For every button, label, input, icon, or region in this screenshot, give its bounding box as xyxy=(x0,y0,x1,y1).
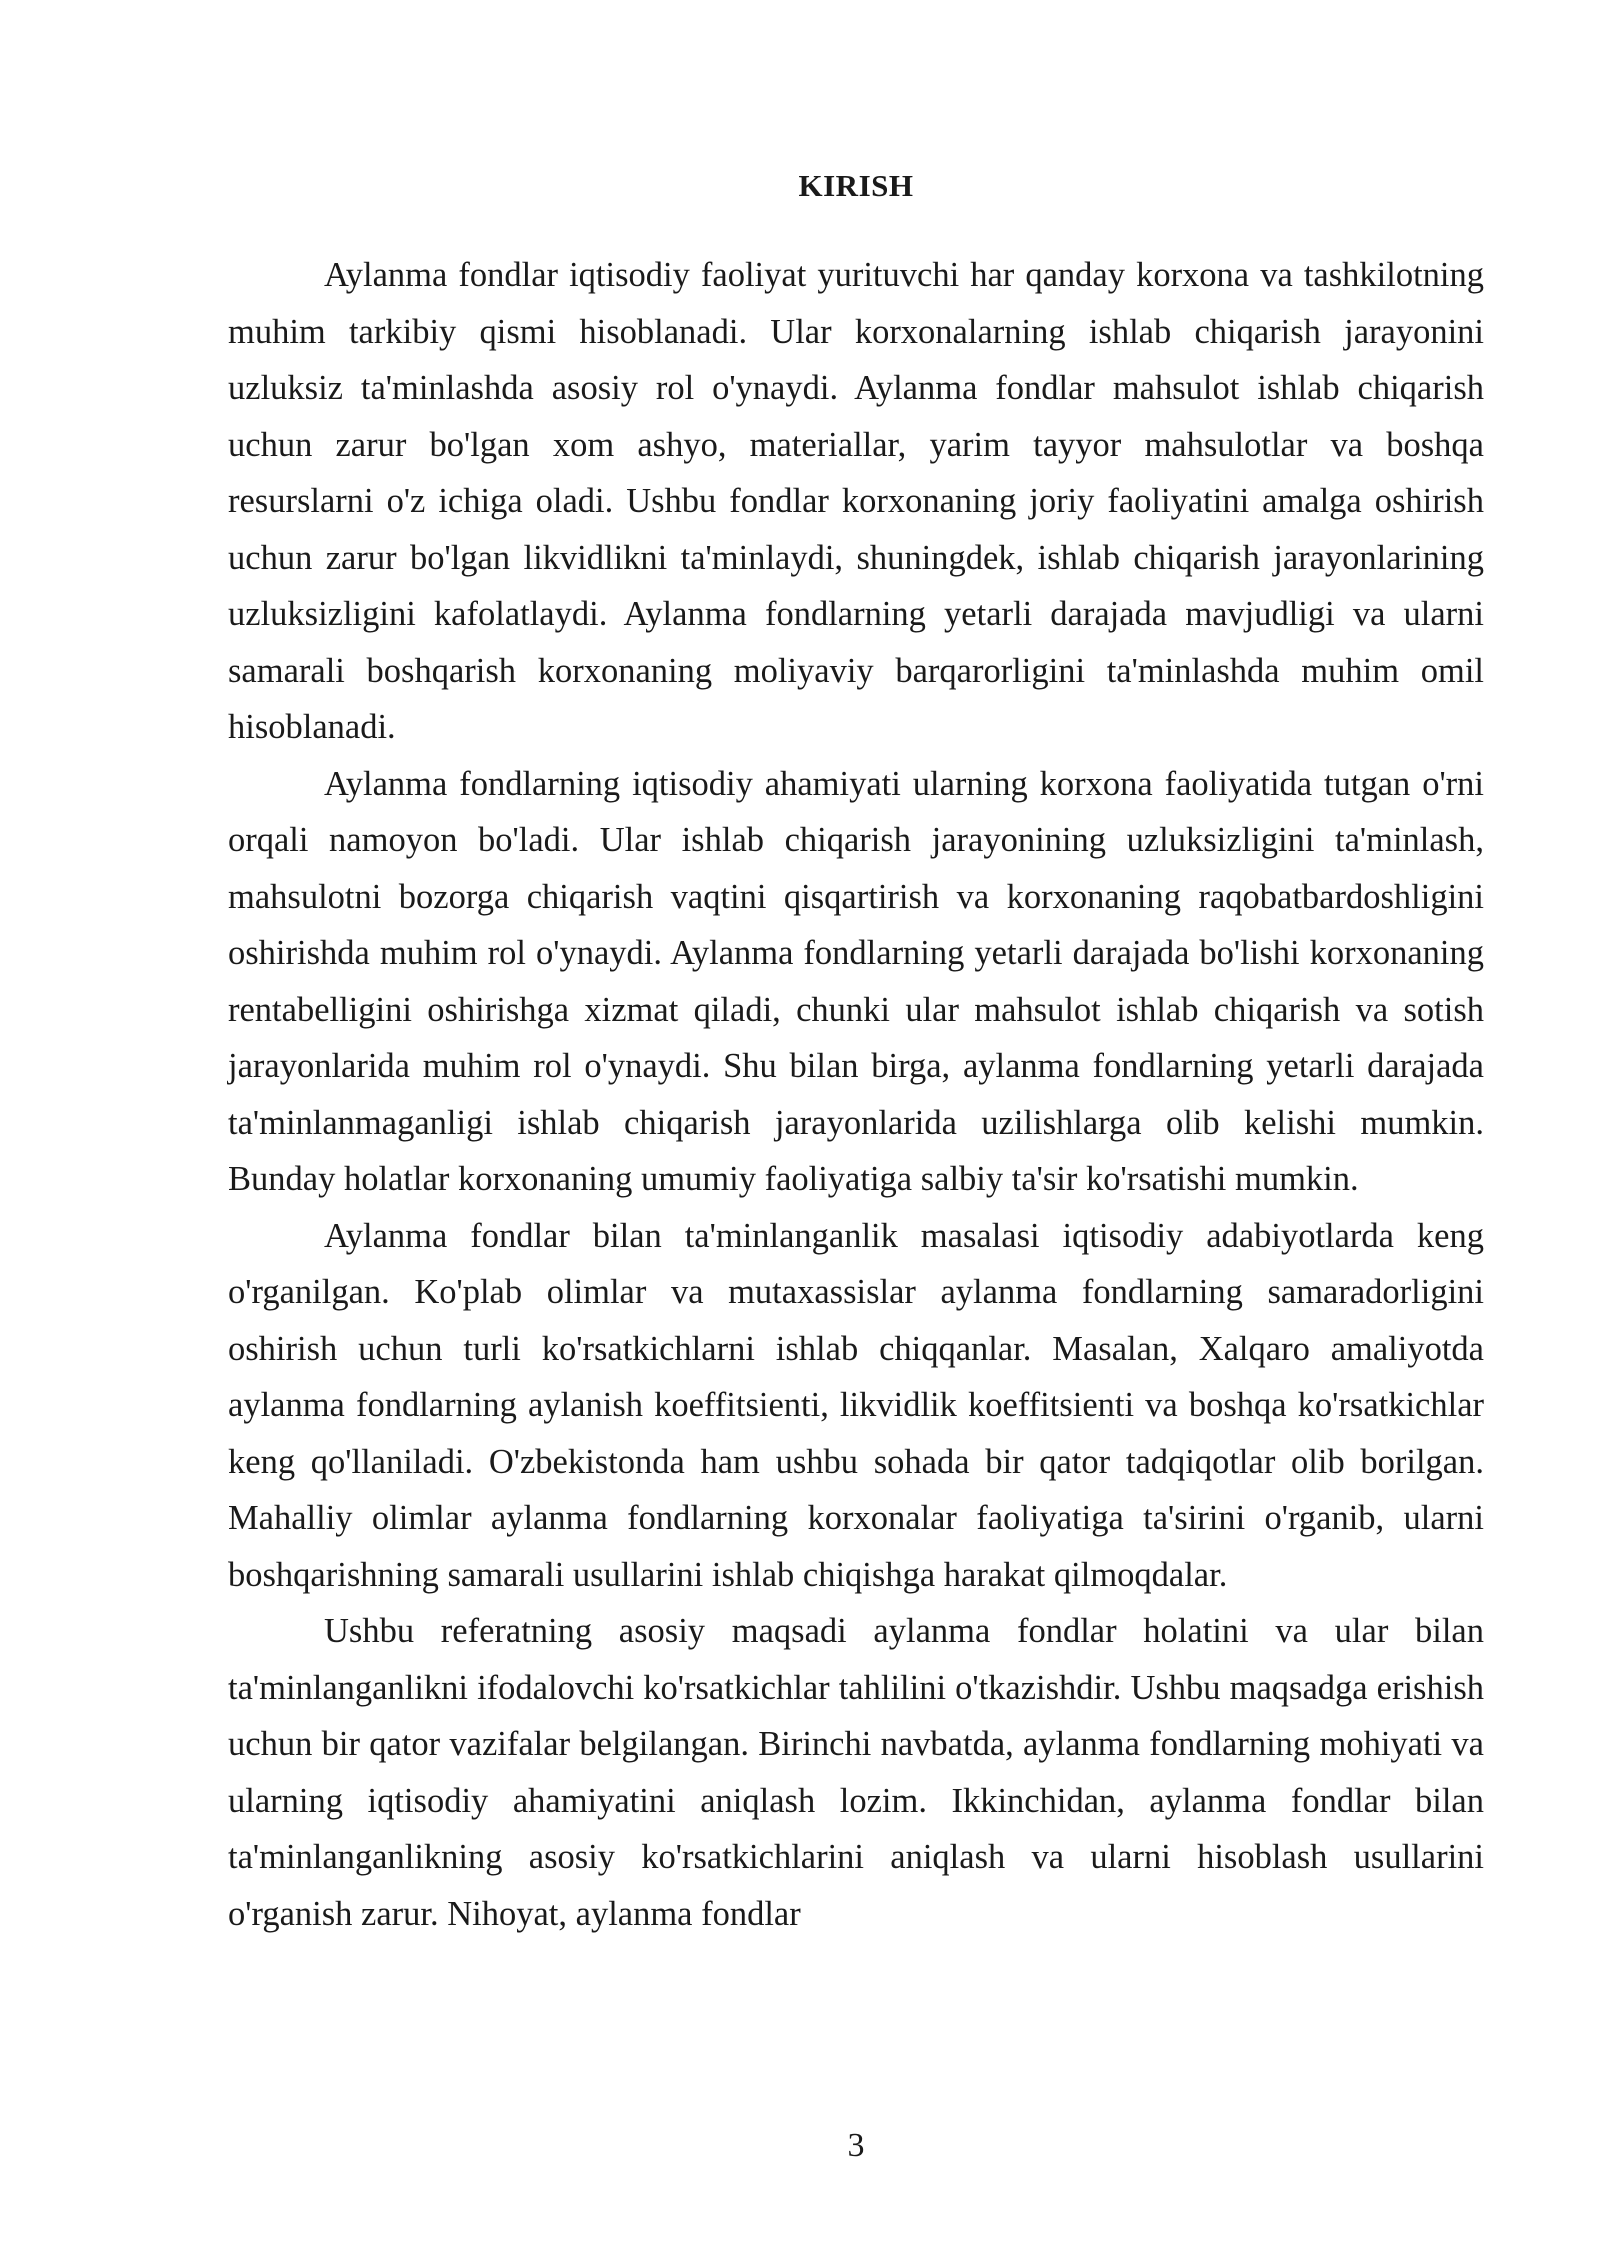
paragraph-2: Aylanma fondlarning iqtisodiy ahamiyati ularning korxona faoliyatida tutgan o'rni orqali namoyon bo'ladi. Ular ishlab chiqarish jarayonining uzluksizligini ta'minlash, mahsulotni bozorga chiqarish vaqtini qisqartirish va korxonaning raqobatbardoshligini oshirishda muhim rol o'ynaydi. Aylanma fondlarning yetarli darajada bo'lishi korxonaning rentabelligini oshirishga xizmat qiladi, chunki ular mahsulot ishlab chiqarish va sotish jarayonlarida muhim rol o'ynaydi. Shu bilan birga, aylanma fondlarning yetarli darajada ta'minlanmaganligi ishlab chiqarish jarayonlarida uzilishlarga olib kelishi mumkin. Bunday holatlar korxonaning umumiy faoliyatiga salbiy ta'sir ko'rsatishi mumkin. xyxy=(228,764,1484,1198)
paragraph-4: Ushbu referatning asosiy maqsadi aylanma fondlar holatini va ular bilan ta'minlanganlikni ifodalovchi ko'rsatkichlar tahlilini o'tkazishdir. Ushbu maqsadga erishish uchun bir qator vazifalar belgilangan. Birinchi navbatda, aylanma fondlarning mohiyati va ularning iqtisodiy ahamiyatini aniqlash lozim. Ikkinchidan, aylanma fondlar bilan ta'minlanganlikning asosiy ko'rsatkichlarini aniqlash va ularni hisoblash usullarini o'rganish zarur. Nihoyat, aylanma fondlar xyxy=(228,1612,1484,1933)
paragraph-3: Aylanma fondlar bilan ta'minlanganlik masalasi iqtisodiy adabiyotlarda keng o'rganilgan. Ko'plab olimlar va mutaxassislar aylanma fondlarning samaradorligini oshirish uchun turli ko'rsatkichlarni ishlab chiqqanlar. Masalan, Xalqaro amaliyotda aylanma fondlarning aylanish koeffitsienti, likvidlik koeffitsienti va boshqa ko'rsatkichlar keng qo'llaniladi. O'zbekistonda ham ushbu sohada bir qator tadqiqotlar olib borilgan. Mahalliy olimlar aylanma fondlarning korxonalar faoliyatiga ta'sirini o'rganib, ularni boshqarishning samarali usullarini ishlab chiqishga harakat qilmoqdalar. xyxy=(228,1216,1484,1594)
paragraph-1: Aylanma fondlar iqtisodiy faoliyat yurituvchi har qanday korxona va tashkilotning muhim tarkibiy qismi hisoblanadi. Ular korxonalarning ishlab chiqarish jarayonini uzluksiz ta'minlashda asosiy rol o'ynaydi. Aylanma fondlar mahsulot ishlab chiqarish uchun zarur bo'lgan xom ashyo, materiallar, yarim tayyor mahsulotlar va boshqa resurslarni o'z ichiga oladi. Ushbu fondlar korxonaning joriy faoliyatini amalga oshirish uchun zarur bo'lgan likvidlikni ta'minlaydi, shuningdek, ishlab chiqarish jarayonlarining uzluksizligini kafolatlaydi. Aylanma fondlarning yetarli darajada mavjudligi va ularni samarali boshqarish korxonaning moliyaviy barqarorligini ta'minlashda muhim omil hisoblanadi. xyxy=(228,256,1484,746)
page-title: KIRISH xyxy=(798,168,914,203)
page-number: 3 xyxy=(847,2127,865,2164)
body-text xyxy=(228,247,1484,1942)
